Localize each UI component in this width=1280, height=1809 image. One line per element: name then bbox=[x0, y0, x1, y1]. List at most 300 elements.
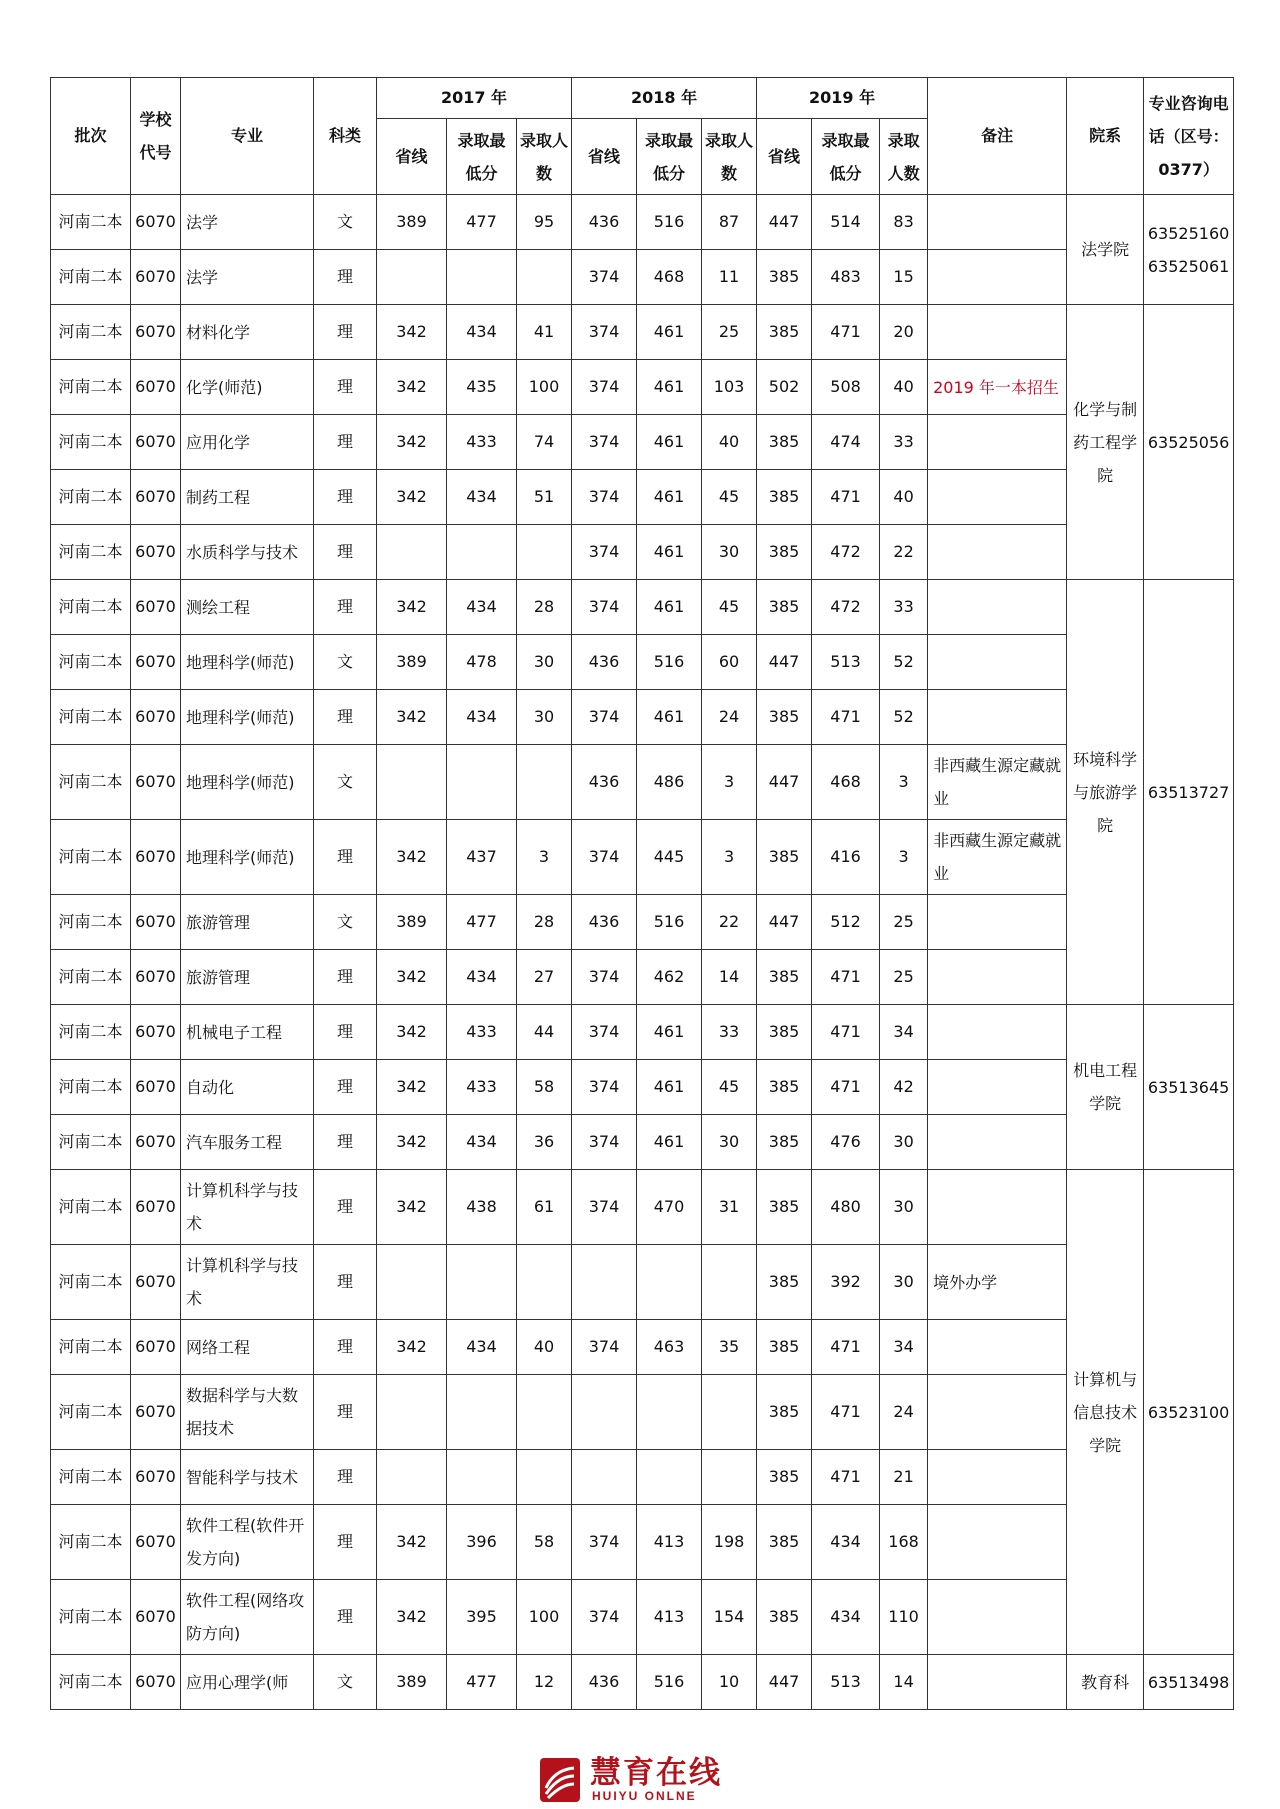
table-row bbox=[51, 250, 1234, 305]
cell-score-a1: 389 bbox=[377, 635, 447, 690]
cell-score-b1: 374 bbox=[572, 580, 637, 635]
cell-school-code: 6070 bbox=[131, 1505, 181, 1580]
cell-score-c1: 385 bbox=[757, 1580, 812, 1655]
cell-score-b3 bbox=[702, 1375, 757, 1450]
table-row bbox=[51, 820, 1234, 895]
cell-score-a2: 477 bbox=[447, 895, 517, 950]
cell-score-b3: 10 bbox=[702, 1655, 757, 1710]
cell-score-b3: 11 bbox=[702, 250, 757, 305]
cell-score-a1: 342 bbox=[377, 360, 447, 415]
cell-major: 测绘工程 bbox=[181, 580, 314, 635]
cell-score-c1: 447 bbox=[757, 195, 812, 250]
cell-score-b3 bbox=[702, 1450, 757, 1505]
cell-score-b1: 374 bbox=[572, 415, 637, 470]
cell-score-c2: 476 bbox=[812, 1115, 880, 1170]
table-row bbox=[51, 1170, 1234, 1245]
cell-score-b1: 374 bbox=[572, 525, 637, 580]
cell-note bbox=[928, 1580, 1067, 1655]
cell-score-b2: 516 bbox=[637, 895, 702, 950]
cell-score-a3: 58 bbox=[517, 1060, 572, 1115]
cell-score-c3: 52 bbox=[880, 635, 928, 690]
cell-score-b1: 374 bbox=[572, 1060, 637, 1115]
cell-category: 理 bbox=[314, 470, 377, 525]
cell-category: 理 bbox=[314, 1450, 377, 1505]
cell-score-a2: 433 bbox=[447, 415, 517, 470]
logo-english-text: HUIYU ONLNE bbox=[592, 1789, 697, 1803]
cell-score-c1: 385 bbox=[757, 580, 812, 635]
cell-score-a1: 342 bbox=[377, 950, 447, 1005]
cell-major: 汽车服务工程 bbox=[181, 1115, 314, 1170]
logo-chinese-text: 慧育在线 bbox=[590, 1755, 722, 1791]
cell-score-c2: 471 bbox=[812, 470, 880, 525]
cell-note: 2019 年一本招生 bbox=[928, 360, 1067, 415]
cell-score-c2: 471 bbox=[812, 305, 880, 360]
cell-batch: 河南二本 bbox=[51, 1505, 131, 1580]
cell-school-code: 6070 bbox=[131, 470, 181, 525]
cell-major: 网络工程 bbox=[181, 1320, 314, 1375]
cell-school-code: 6070 bbox=[131, 525, 181, 580]
cell-score-a3: 3 bbox=[517, 820, 572, 895]
cell-batch: 河南二本 bbox=[51, 745, 131, 820]
header-year-2018: 2018 年 bbox=[572, 78, 757, 119]
cell-score-a2: 477 bbox=[447, 1655, 517, 1710]
cell-note bbox=[928, 1170, 1067, 1245]
cell-school-code: 6070 bbox=[131, 1375, 181, 1450]
table-row bbox=[51, 1060, 1234, 1115]
cell-score-c2: 472 bbox=[812, 525, 880, 580]
table-row bbox=[51, 305, 1234, 360]
header-major: 专业 bbox=[181, 78, 314, 195]
cell-note bbox=[928, 305, 1067, 360]
cell-category: 理 bbox=[314, 250, 377, 305]
cell-score-b2: 516 bbox=[637, 195, 702, 250]
header-2018-count: 录取人数 bbox=[702, 119, 757, 195]
cell-score-b3: 87 bbox=[702, 195, 757, 250]
cell-score-b2: 470 bbox=[637, 1170, 702, 1245]
table-row bbox=[51, 745, 1234, 820]
cell-score-b3: 60 bbox=[702, 635, 757, 690]
cell-batch: 河南二本 bbox=[51, 1060, 131, 1115]
cell-dept: 化学与制药工程学院 bbox=[1067, 305, 1144, 580]
header-2017-line: 省线 bbox=[377, 119, 447, 195]
cell-score-c3: 22 bbox=[880, 525, 928, 580]
cell-batch: 河南二本 bbox=[51, 690, 131, 745]
cell-category: 理 bbox=[314, 1580, 377, 1655]
cell-score-a3: 28 bbox=[517, 580, 572, 635]
cell-score-c1: 385 bbox=[757, 250, 812, 305]
table-row bbox=[51, 525, 1234, 580]
cell-score-c2: 471 bbox=[812, 1320, 880, 1375]
cell-category: 文 bbox=[314, 895, 377, 950]
cell-score-c3: 14 bbox=[880, 1655, 928, 1710]
cell-score-c1: 385 bbox=[757, 820, 812, 895]
cell-score-b2 bbox=[637, 1450, 702, 1505]
cell-note bbox=[928, 635, 1067, 690]
cell-score-a1 bbox=[377, 525, 447, 580]
cell-score-c3: 83 bbox=[880, 195, 928, 250]
header-year-2017: 2017 年 bbox=[377, 78, 572, 119]
cell-score-c3: 33 bbox=[880, 415, 928, 470]
cell-major: 自动化 bbox=[181, 1060, 314, 1115]
cell-dept: 计算机与信息技术学院 bbox=[1067, 1170, 1144, 1655]
cell-score-b3: 31 bbox=[702, 1170, 757, 1245]
cell-school-code: 6070 bbox=[131, 360, 181, 415]
logo-mark-icon bbox=[540, 1758, 580, 1802]
cell-score-b2: 516 bbox=[637, 1655, 702, 1710]
cell-score-c2: 514 bbox=[812, 195, 880, 250]
cell-note bbox=[928, 195, 1067, 250]
cell-score-c1: 385 bbox=[757, 1450, 812, 1505]
cell-score-b2: 486 bbox=[637, 745, 702, 820]
cell-score-c3: 30 bbox=[880, 1170, 928, 1245]
cell-score-a2 bbox=[447, 1450, 517, 1505]
cell-score-a2: 477 bbox=[447, 195, 517, 250]
cell-school-code: 6070 bbox=[131, 580, 181, 635]
cell-score-a2: 435 bbox=[447, 360, 517, 415]
cell-score-a3: 74 bbox=[517, 415, 572, 470]
cell-score-c3: 24 bbox=[880, 1375, 928, 1450]
cell-note bbox=[928, 1375, 1067, 1450]
cell-school-code: 6070 bbox=[131, 1450, 181, 1505]
cell-major: 旅游管理 bbox=[181, 950, 314, 1005]
cell-batch: 河南二本 bbox=[51, 1320, 131, 1375]
cell-score-a2: 434 bbox=[447, 950, 517, 1005]
cell-school-code: 6070 bbox=[131, 950, 181, 1005]
cell-score-b3: 3 bbox=[702, 820, 757, 895]
cell-note bbox=[928, 470, 1067, 525]
cell-score-a3: 95 bbox=[517, 195, 572, 250]
cell-batch: 河南二本 bbox=[51, 525, 131, 580]
cell-score-c3: 40 bbox=[880, 360, 928, 415]
cell-score-a2: 433 bbox=[447, 1060, 517, 1115]
cell-batch: 河南二本 bbox=[51, 305, 131, 360]
cell-score-a1: 342 bbox=[377, 580, 447, 635]
cell-score-b1 bbox=[572, 1245, 637, 1320]
cell-score-a3: 27 bbox=[517, 950, 572, 1005]
cell-score-a1: 342 bbox=[377, 690, 447, 745]
cell-score-b1: 374 bbox=[572, 950, 637, 1005]
cell-score-b3: 24 bbox=[702, 690, 757, 745]
cell-score-a2: 438 bbox=[447, 1170, 517, 1245]
cell-school-code: 6070 bbox=[131, 1580, 181, 1655]
header-phone: 专业咨询电话（区号：0377） bbox=[1144, 78, 1234, 195]
cell-score-a3 bbox=[517, 1245, 572, 1320]
cell-batch: 河南二本 bbox=[51, 1375, 131, 1450]
cell-category: 理 bbox=[314, 1245, 377, 1320]
cell-score-c2: 471 bbox=[812, 1005, 880, 1060]
cell-score-a2: 434 bbox=[447, 1115, 517, 1170]
cell-score-b1: 436 bbox=[572, 195, 637, 250]
cell-score-b1: 374 bbox=[572, 360, 637, 415]
cell-note: 非西藏生源定藏就业 bbox=[928, 745, 1067, 820]
cell-score-b3: 35 bbox=[702, 1320, 757, 1375]
cell-score-b3: 22 bbox=[702, 895, 757, 950]
cell-category: 理 bbox=[314, 525, 377, 580]
cell-note bbox=[928, 690, 1067, 745]
cell-score-a2: 434 bbox=[447, 305, 517, 360]
cell-score-c3: 3 bbox=[880, 745, 928, 820]
cell-score-a2: 434 bbox=[447, 580, 517, 635]
cell-major: 法学 bbox=[181, 250, 314, 305]
cell-score-c3: 30 bbox=[880, 1245, 928, 1320]
cell-score-a1 bbox=[377, 1245, 447, 1320]
table-row bbox=[51, 1005, 1234, 1060]
cell-school-code: 6070 bbox=[131, 1320, 181, 1375]
cell-score-a1: 389 bbox=[377, 195, 447, 250]
cell-score-b1 bbox=[572, 1450, 637, 1505]
header-year-2019: 2019 年 bbox=[757, 78, 928, 119]
cell-major: 法学 bbox=[181, 195, 314, 250]
cell-score-b1: 374 bbox=[572, 1320, 637, 1375]
cell-score-c2: 472 bbox=[812, 580, 880, 635]
cell-score-a3: 12 bbox=[517, 1655, 572, 1710]
cell-category: 理 bbox=[314, 580, 377, 635]
cell-batch: 河南二本 bbox=[51, 415, 131, 470]
header-note: 备注 bbox=[928, 78, 1067, 195]
cell-major: 材料化学 bbox=[181, 305, 314, 360]
cell-score-b2: 516 bbox=[637, 635, 702, 690]
cell-score-c3: 34 bbox=[880, 1005, 928, 1060]
cell-school-code: 6070 bbox=[131, 1655, 181, 1710]
cell-score-b1: 436 bbox=[572, 895, 637, 950]
cell-score-c1: 447 bbox=[757, 635, 812, 690]
cell-score-a3: 36 bbox=[517, 1115, 572, 1170]
cell-score-b2: 461 bbox=[637, 1060, 702, 1115]
cell-score-b2: 468 bbox=[637, 250, 702, 305]
cell-note bbox=[928, 580, 1067, 635]
cell-score-c2: 513 bbox=[812, 1655, 880, 1710]
cell-note bbox=[928, 1655, 1067, 1710]
cell-batch: 河南二本 bbox=[51, 635, 131, 690]
table-row bbox=[51, 895, 1234, 950]
cell-major: 制药工程 bbox=[181, 470, 314, 525]
cell-score-b1: 374 bbox=[572, 470, 637, 525]
table-row bbox=[51, 1375, 1234, 1450]
cell-category: 理 bbox=[314, 950, 377, 1005]
header-batch: 批次 bbox=[51, 78, 131, 195]
cell-score-c1: 385 bbox=[757, 1005, 812, 1060]
cell-note: 境外办学 bbox=[928, 1245, 1067, 1320]
cell-school-code: 6070 bbox=[131, 690, 181, 745]
cell-phone: 63513727 bbox=[1144, 580, 1234, 1005]
cell-note bbox=[928, 950, 1067, 1005]
cell-score-c3: 33 bbox=[880, 580, 928, 635]
header-2017-min: 录取最低分 bbox=[447, 119, 517, 195]
table-row bbox=[51, 360, 1234, 415]
cell-score-c3: 110 bbox=[880, 1580, 928, 1655]
cell-score-c1: 385 bbox=[757, 1505, 812, 1580]
cell-score-b3: 45 bbox=[702, 580, 757, 635]
cell-score-a1: 342 bbox=[377, 470, 447, 525]
cell-school-code: 6070 bbox=[131, 1115, 181, 1170]
cell-batch: 河南二本 bbox=[51, 950, 131, 1005]
cell-score-c2: 480 bbox=[812, 1170, 880, 1245]
cell-category: 理 bbox=[314, 1005, 377, 1060]
cell-score-a3: 41 bbox=[517, 305, 572, 360]
cell-score-a1: 342 bbox=[377, 1115, 447, 1170]
cell-score-c1: 385 bbox=[757, 1115, 812, 1170]
cell-score-c3: 40 bbox=[880, 470, 928, 525]
cell-category: 理 bbox=[314, 360, 377, 415]
cell-score-a1: 342 bbox=[377, 1580, 447, 1655]
cell-score-a1 bbox=[377, 745, 447, 820]
cell-score-b1: 374 bbox=[572, 250, 637, 305]
cell-category: 理 bbox=[314, 1375, 377, 1450]
cell-category: 理 bbox=[314, 1505, 377, 1580]
cell-score-b1: 374 bbox=[572, 305, 637, 360]
cell-phone: 63523100 bbox=[1144, 1170, 1234, 1655]
cell-score-b2: 445 bbox=[637, 820, 702, 895]
table-row bbox=[51, 1505, 1234, 1580]
cell-score-b1: 374 bbox=[572, 1170, 637, 1245]
cell-score-c3: 25 bbox=[880, 895, 928, 950]
cell-category: 理 bbox=[314, 415, 377, 470]
cell-score-a1: 342 bbox=[377, 1170, 447, 1245]
cell-score-a2: 434 bbox=[447, 690, 517, 745]
cell-batch: 河南二本 bbox=[51, 580, 131, 635]
cell-score-a1: 342 bbox=[377, 1005, 447, 1060]
cell-score-c2: 471 bbox=[812, 1060, 880, 1115]
cell-score-a3: 58 bbox=[517, 1505, 572, 1580]
cell-category: 文 bbox=[314, 745, 377, 820]
cell-score-b1: 436 bbox=[572, 1655, 637, 1710]
cell-note bbox=[928, 525, 1067, 580]
cell-score-c1: 447 bbox=[757, 895, 812, 950]
cell-score-b2: 461 bbox=[637, 415, 702, 470]
cell-score-b2: 461 bbox=[637, 305, 702, 360]
cell-major: 旅游管理 bbox=[181, 895, 314, 950]
huiyu-online-logo bbox=[540, 1756, 740, 1804]
cell-score-b2 bbox=[637, 1245, 702, 1320]
cell-major: 智能科学与技术 bbox=[181, 1450, 314, 1505]
header-dept: 院系 bbox=[1067, 78, 1144, 195]
cell-major: 数据科学与大数据技术 bbox=[181, 1375, 314, 1450]
table-row bbox=[51, 1115, 1234, 1170]
cell-score-b1: 374 bbox=[572, 1580, 637, 1655]
cell-score-c1: 385 bbox=[757, 415, 812, 470]
cell-score-a1 bbox=[377, 1450, 447, 1505]
cell-score-a2: 433 bbox=[447, 1005, 517, 1060]
cell-category: 文 bbox=[314, 195, 377, 250]
cell-major: 计算机科学与技术 bbox=[181, 1170, 314, 1245]
cell-score-a3 bbox=[517, 250, 572, 305]
cell-school-code: 6070 bbox=[131, 745, 181, 820]
cell-score-a3: 30 bbox=[517, 690, 572, 745]
cell-score-b1: 436 bbox=[572, 745, 637, 820]
cell-category: 文 bbox=[314, 1655, 377, 1710]
cell-category: 理 bbox=[314, 1115, 377, 1170]
cell-score-c2: 471 bbox=[812, 1375, 880, 1450]
cell-batch: 河南二本 bbox=[51, 1005, 131, 1060]
cell-score-b2: 461 bbox=[637, 470, 702, 525]
header-2019-min: 录取最低分 bbox=[812, 119, 880, 195]
cell-score-a3: 61 bbox=[517, 1170, 572, 1245]
cell-score-c3: 20 bbox=[880, 305, 928, 360]
cell-score-c1: 385 bbox=[757, 1245, 812, 1320]
cell-score-a1: 342 bbox=[377, 305, 447, 360]
cell-category: 理 bbox=[314, 690, 377, 745]
cell-score-a1: 342 bbox=[377, 415, 447, 470]
cell-note bbox=[928, 1320, 1067, 1375]
header-2019-count: 录取人数 bbox=[880, 119, 928, 195]
table-row bbox=[51, 1245, 1234, 1320]
cell-category: 理 bbox=[314, 305, 377, 360]
cell-score-b2: 461 bbox=[637, 1115, 702, 1170]
cell-score-a1 bbox=[377, 250, 447, 305]
cell-score-b3: 154 bbox=[702, 1580, 757, 1655]
cell-note bbox=[928, 1005, 1067, 1060]
table-row bbox=[51, 1320, 1234, 1375]
cell-school-code: 6070 bbox=[131, 635, 181, 690]
cell-phone: 63525160 63525061 bbox=[1144, 195, 1234, 305]
cell-score-c2: 392 bbox=[812, 1245, 880, 1320]
cell-score-a1: 342 bbox=[377, 1505, 447, 1580]
cell-score-b1: 374 bbox=[572, 820, 637, 895]
cell-score-c3: 30 bbox=[880, 1115, 928, 1170]
cell-score-a1: 342 bbox=[377, 820, 447, 895]
cell-score-b3: 198 bbox=[702, 1505, 757, 1580]
header-2018-min: 录取最低分 bbox=[637, 119, 702, 195]
cell-note: 非西藏生源定藏就业 bbox=[928, 820, 1067, 895]
table-row bbox=[51, 690, 1234, 745]
cell-school-code: 6070 bbox=[131, 305, 181, 360]
cell-score-a2: 434 bbox=[447, 470, 517, 525]
cell-score-c1: 385 bbox=[757, 1375, 812, 1450]
cell-score-a2 bbox=[447, 525, 517, 580]
cell-score-a3: 30 bbox=[517, 635, 572, 690]
cell-score-b3: 45 bbox=[702, 470, 757, 525]
cell-score-c2: 474 bbox=[812, 415, 880, 470]
cell-major: 软件工程(网络攻防方向) bbox=[181, 1580, 314, 1655]
table-row bbox=[51, 950, 1234, 1005]
cell-major: 应用化学 bbox=[181, 415, 314, 470]
cell-batch: 河南二本 bbox=[51, 1450, 131, 1505]
admission-score-table bbox=[50, 77, 1234, 1710]
header-school-code: 学校代号 bbox=[131, 78, 181, 195]
cell-note bbox=[928, 1115, 1067, 1170]
table-row bbox=[51, 415, 1234, 470]
table-row bbox=[51, 195, 1234, 250]
cell-score-a2: 437 bbox=[447, 820, 517, 895]
cell-dept: 环境科学与旅游学院 bbox=[1067, 580, 1144, 1005]
cell-score-a3 bbox=[517, 1375, 572, 1450]
cell-score-a1 bbox=[377, 1375, 447, 1450]
cell-major: 地理科学(师范) bbox=[181, 820, 314, 895]
cell-major: 地理科学(师范) bbox=[181, 635, 314, 690]
cell-score-a1: 389 bbox=[377, 895, 447, 950]
cell-school-code: 6070 bbox=[131, 1170, 181, 1245]
cell-score-a2: 396 bbox=[447, 1505, 517, 1580]
cell-score-a2: 478 bbox=[447, 635, 517, 690]
cell-phone: 63525056 bbox=[1144, 305, 1234, 580]
cell-score-c1: 385 bbox=[757, 1170, 812, 1245]
cell-score-b3: 40 bbox=[702, 415, 757, 470]
cell-score-a3: 28 bbox=[517, 895, 572, 950]
cell-score-c3: 34 bbox=[880, 1320, 928, 1375]
header-2017-count: 录取人数 bbox=[517, 119, 572, 195]
cell-score-a2 bbox=[447, 1375, 517, 1450]
table-row bbox=[51, 1450, 1234, 1505]
cell-score-b3: 30 bbox=[702, 525, 757, 580]
cell-school-code: 6070 bbox=[131, 1005, 181, 1060]
cell-score-a2: 434 bbox=[447, 1320, 517, 1375]
cell-score-c1: 385 bbox=[757, 525, 812, 580]
cell-score-b3: 45 bbox=[702, 1060, 757, 1115]
cell-score-a3 bbox=[517, 1450, 572, 1505]
cell-score-b2 bbox=[637, 1375, 702, 1450]
cell-score-c2: 471 bbox=[812, 1450, 880, 1505]
cell-score-b2: 461 bbox=[637, 525, 702, 580]
